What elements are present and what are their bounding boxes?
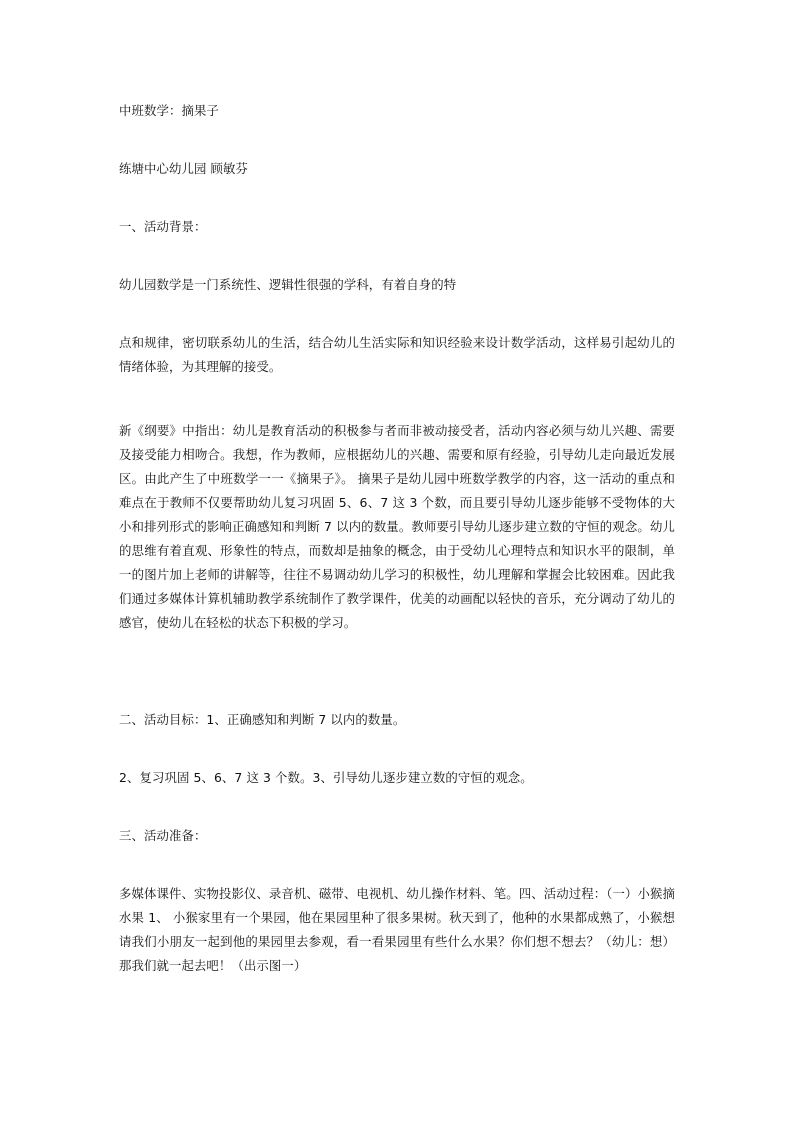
background-paragraph-3: 新《纲要》中指出：幼儿是教育活动的积极参与者而非被动接受者，活动内容必须与幼儿兴趣、需要及接受能力相吻合。我想，作为教师，应根据幼儿的兴趣、需要和原有经验，引导幼儿走向最近发展区。由此产生了中班数学一一《摘果子》。 摘果子是幼儿园中班数学教学的内容，这一活动的重点和难点在于教师不仅要帮助幼儿复习巩固 5、6、7 这 3 个数，而且要引导幼儿逐步能够不受物体的大小和排列形式的影响正确感知和判断 7 以内的数量。教师要引导幼儿逐步建立数的守恒的观念。幼儿的思维有着直观、形象性的特点，而数却是抽象的概念，由于受幼儿心理特点和知识水平的限制，单一的图片加上老师的讲解等，往往不易调动幼儿学习的积极性，幼儿理解和掌握会比较困难。因此我们通过多媒体计算机辅助教学系统制作了教学课件，优美的动画配以轻快的音乐，充分调动了幼儿的感官，使幼儿在轻松的状态下积极的学习。 — [119, 423, 675, 630]
goals-line: 2、复习巩固 5、6、7 这 3 个数。3、引导幼儿逐步建立数的守恒的观念。 — [119, 770, 533, 785]
document-title: 中班数学：摘果子 — [119, 103, 219, 118]
author-line: 练塘中心幼儿园 顾敏芬 — [119, 161, 248, 176]
background-paragraph-2: 点和规律，密切联系幼儿的生活，结合幼儿生活实际和知识经验来设计数学活动，这样易引起幼儿的情绪体验，为其理解的接受。 — [119, 335, 675, 374]
preparation-paragraph: 多媒体课件、实物投影仪、录音机、磁带、电视机、幼儿操作材料、笔。四、活动过程：（一）小猴摘水果 1、 小猴家里有一个果园，他在果园里种了很多果树。秋天到了，他种的水果都成熟了，小猴想请我们小朋友一起到他的果园里去参观，看一看果园里有些什么水果？你们想不想去？（幼儿：想）那我们就一起去吧！（出示图一） — [119, 886, 675, 973]
section-heading-background: 一、活动背景： — [119, 219, 207, 234]
section-heading-goals: 二、活动目标：1、正确感知和判断 7 以内的数量。 — [119, 712, 406, 727]
background-paragraph-1: 幼儿园数学是一门系统性、逻辑性很强的学科，有着自身的特 — [119, 277, 457, 292]
section-heading-preparation: 三、活动准备： — [119, 828, 207, 843]
